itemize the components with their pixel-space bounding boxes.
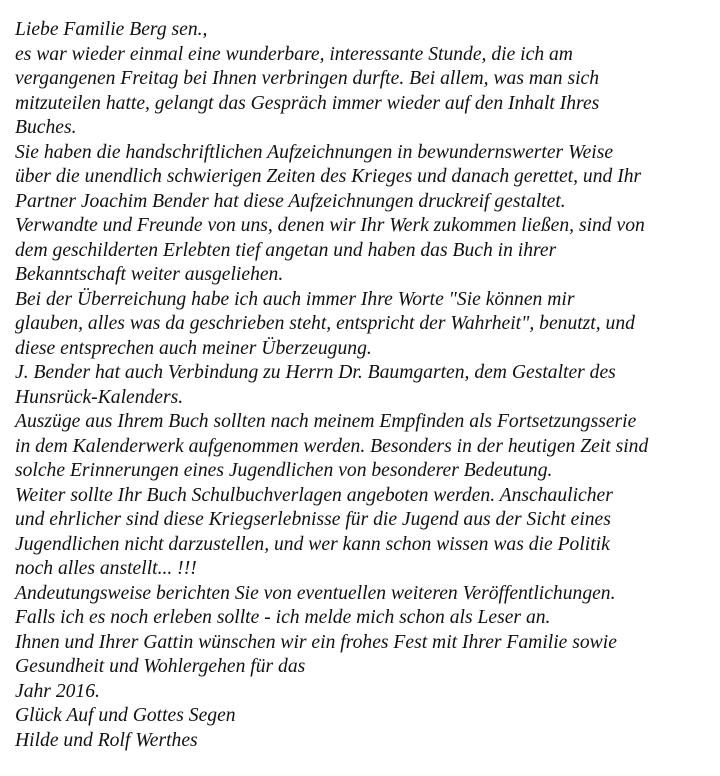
body-line: dem geschilderten Erlebten tief angetan und haben das Buch in ihrer [15, 239, 557, 261]
letter-body [15, 18, 715, 753]
body-line: Auszüge aus Ihrem Buch sollten nach meinem Empfinden als Fortsetzungsserie [15, 411, 637, 432]
body-line: in dem Kalenderwerk aufgenommen werden. Besonders in der heutigen Zeit sind [15, 435, 649, 457]
body-line: vergangenen Freitag bei Ihnen verbringen durfte. Bei allem, was man sich [15, 68, 600, 89]
closing: Glück Auf und Gottes Segen [15, 705, 236, 726]
body-line: Sie haben die handschriftlichen Aufzeichnungen in bewundernswerter Weise [15, 141, 614, 163]
body-line: Weiter sollte Ihr Buch Schulbuchverlagen angeboten werden. Anschaulicher [15, 484, 613, 506]
body-line: diese entsprechen auch meiner Überzeugung. [15, 337, 372, 359]
body-line: Buches. [15, 117, 77, 138]
body-line: solche Erinnerungen eines Jugendlichen von besonderer Bedeutung. [15, 460, 553, 481]
body-line: mitzuteilen hatte, gelangt das Gespräch immer wieder auf den Inhalt Ihres [15, 92, 600, 114]
body-line: Bei der Überreichung habe ich auch immer Ihre Worte "Sie können mir [15, 288, 575, 310]
body-line: J. Bender hat auch Verbindung zu Herrn Dr. Baumgarten, dem Gestalter des [15, 362, 616, 383]
signature: Hilde und Rolf Werthes [15, 729, 198, 751]
body-line: glauben, alles was da geschrieben steht, entspricht der Wahrheit", benutzt, und [15, 313, 635, 334]
body-line: Partner Joachim Bender hat diese Aufzeichnungen druckreif gestaltet. [15, 190, 566, 212]
body-line: Bekanntschaft weiter ausgeliehen. [15, 264, 284, 285]
body-line: und ehrlicher sind diese Kriegserlebnisse für die Jugend aus der Sicht eines [15, 509, 611, 530]
salutation: Liebe Familie Berg sen., [15, 19, 208, 40]
body-line: Andeutungsweise berichten Sie von eventuellen weiteren Veröffentlichungen. [15, 582, 616, 604]
body-line: Jugendlichen nicht darzustellen, und wer kann schon wissen was die Politik [15, 533, 610, 555]
body-line: Falls ich es noch erleben sollte - ich melde mich schon als Leser an. [15, 607, 551, 628]
body-line: Jahr 2016. [15, 680, 100, 702]
body-line: über die unendlich schwierigen Zeiten des Krieges und danach gerettet, und Ihr [15, 166, 642, 187]
body-line: Verwandte und Freunde von uns, denen wir Ihr Werk zukommen ließen, sind von [15, 215, 645, 236]
body-line: Ihnen und Ihrer Gattin wünschen wir ein frohes Fest mit Ihrer Familie sowie [15, 631, 617, 653]
body-line: Gesundheit und Wohlergehen für das [15, 656, 306, 677]
body-line: es war wieder einmal eine wunderbare, interessante Stunde, die ich am [15, 43, 573, 65]
body-line: noch alles anstellt... !!! [15, 558, 197, 579]
body-line: Hunsrück-Kalenders. [15, 386, 184, 408]
